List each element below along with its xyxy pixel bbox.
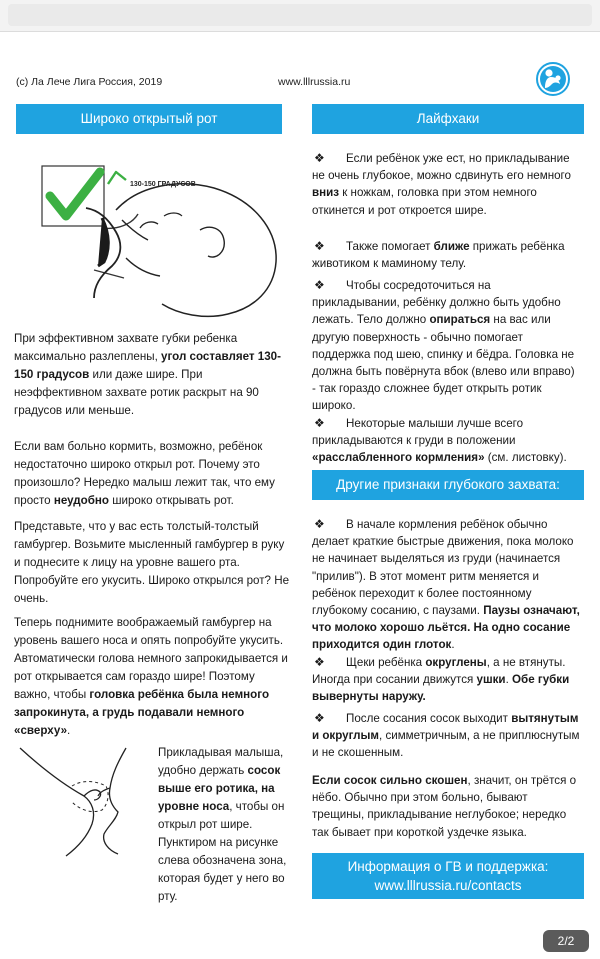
support-info-banner[interactable] xyxy=(312,853,584,899)
skewed-nipple-note: Если сосок сильно скошен, значит, он трётся о нёбо. Обычно при этом больно, бывают трещины, прикладывание неглубокое; нередко так бывает при короткой уздечке языка. xyxy=(312,774,577,839)
tip-item: ❖ Чтобы сосредоточиться на прикладывании, ребёнку должно быть удобно лежать. Тело должно опираться на вас или другую поверхность - обычно помогает поддержка под шею, спинку и бёдра. Головка не должна быть повёрнута вбок (влево или вправо) - так гораздо сложнее будет открыть ротик широко. xyxy=(312,278,575,413)
sign-item: ❖ В начале кормления ребёнок обычно делает краткие быстрые движения, пока молоко не начинает выделяться из груди (начинается "прилив"). В этот момент ритм меняется и ребёнок переходит к более постоянному глубокому сосанию, с паузами. Паузы означают, что молоко хорошо льётся. На одно сосание приходится один глоток. xyxy=(312,517,580,652)
paragraph-hamburger: Представьте, что у вас есть толстый-толстый гамбургер. Возьмите мысленный гамбургер в руку и поднесите к лицу на уровне вашего рта. Попробуйте его укусить. Широко открылся рот? Не очень. xyxy=(14,520,290,605)
infant-latch-illustration xyxy=(28,158,294,326)
sign-item: ❖ После сосания сосок выходит вытянутым и округлым, симметричным, а не приплюснутым и не скошенным. xyxy=(312,711,580,760)
sign-item: ❖ Щеки ребёнка округлены, а не втянуты. Иногда при сосании движутся ушки. Обе губки вывернуты наружу. xyxy=(312,655,570,704)
tip-item: ❖ Также помогает ближе прижать ребёнка животиком к маминому телу. xyxy=(312,239,565,271)
tip-item: ❖ Некоторые малыши лучше всего прикладываются к груди в положении «расслабленного кормления» (см. листовку). xyxy=(312,416,567,465)
paragraph-lift-hamburger: Теперь поднимите воображаемый гамбургер на уровень вашего носа и опять попробуйте укусить. Автоматически голова немного запрокидывается и рот открывается сам гораздо шире! Поэтому важно, чтобы головка ребёнка была немного запрокинута, а грудь подавали немного «сверху». xyxy=(14,616,288,737)
diamond-bullet-icon: ❖ xyxy=(314,239,325,253)
paragraph-pain: Если вам больно кормить, возможно, ребёнок недостаточно широко открыл рот. Почему это произошло? Нередко малыш лежит так, что ему просто неудобно широко открывать рот. xyxy=(14,440,275,507)
diamond-bullet-icon: ❖ xyxy=(314,711,325,725)
copyright-text: (c) Ла Лече Лига Россия, 2019 xyxy=(16,76,163,88)
heading-lifehacks: Лайфхаки xyxy=(312,104,584,134)
tip-item: ❖ Если ребёнок уже ест, но прикладывание не очень глубокое, можно сдвинуть его немного вниз к ножкам, головка при этом немного откинется и рот откроется шире. xyxy=(312,151,571,217)
page-number-badge: 2/2 xyxy=(543,930,589,952)
angle-label: 130-150 ГРАДУСОВ xyxy=(130,181,196,188)
diamond-bullet-icon: ❖ xyxy=(314,278,325,292)
heading-wide-mouth: Широко открытый рот xyxy=(16,104,282,134)
heading-deep-latch-signs: Другие признаки глубокого захвата: xyxy=(312,470,584,500)
diamond-bullet-icon: ❖ xyxy=(314,655,325,669)
diamond-bullet-icon: ❖ xyxy=(314,151,325,165)
paragraph-angle: При эффективном захвате губки ребенка максимально разлеплены, угол составляет 130-150 градусов или даже шире. При неэффективном захвате ротик раскрыт на 90 градусов или меньше. xyxy=(14,332,281,417)
diamond-bullet-icon: ❖ xyxy=(314,416,325,430)
toolbar-field xyxy=(8,4,592,26)
support-info-title: Информация о ГВ и поддержка: xyxy=(347,859,549,874)
site-url[interactable]: www.lllrussia.ru xyxy=(278,76,351,88)
lll-logo-icon xyxy=(536,62,570,96)
viewer-toolbar xyxy=(0,0,600,32)
nipple-position-illustration xyxy=(14,740,154,858)
diamond-bullet-icon: ❖ xyxy=(314,517,325,531)
support-contacts-link[interactable]: www.lllrussia.ru/contacts xyxy=(374,878,522,893)
paragraph-hold-nipple-upper: Прикладывая малыша, удобно держать сосок выше его ротика, на уровне носа, чтобы он открыл рот шире. Пунктиром на рисунке слева обозначена зона, которая будет у него во рту. xyxy=(158,746,287,903)
